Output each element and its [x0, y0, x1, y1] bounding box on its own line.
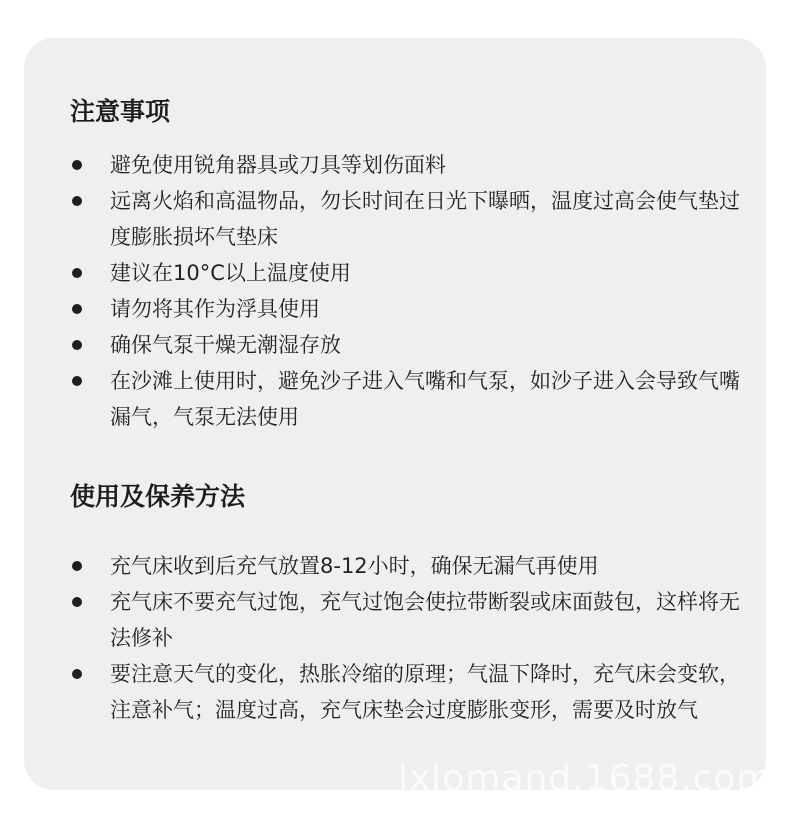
- bullet-icon: [72, 597, 82, 607]
- bullet-icon: [72, 268, 82, 278]
- list-item-text: 避免使用锐角器具或刀具等划伤面料: [110, 153, 446, 177]
- list-item: [70, 147, 750, 183]
- bullet-icon: [72, 669, 82, 679]
- watermark: lxlomand.1688.com: [398, 758, 773, 799]
- usage-care-section: [70, 482, 750, 728]
- bullet-icon: [72, 376, 82, 386]
- list-item-text: 建议在10°C以上温度使用: [110, 261, 351, 285]
- bullet-icon: [72, 561, 82, 571]
- list-item-text: 远离火焰和高温物品，勿长时间在日光下曝晒，温度过高会使气垫过度膨胀损坏气垫床: [110, 189, 740, 249]
- list-item: [70, 656, 750, 728]
- list-item: [70, 584, 750, 656]
- list-item-text: 充气床不要充气过饱，充气过饱会使拉带断裂或床面鼓包，这样将无法修补: [110, 590, 740, 650]
- list-item-text: 请勿将其作为浮具使用: [110, 297, 320, 321]
- usage-care-title: 使用及保养方法: [70, 482, 246, 511]
- bullet-icon: [72, 196, 82, 206]
- list-item: [70, 363, 750, 435]
- list-item: [70, 183, 750, 255]
- precautions-section: [70, 97, 750, 435]
- usage-care-list: [70, 548, 750, 728]
- list-item: [70, 548, 750, 584]
- list-item-text: 要注意天气的变化，热胀冷缩的原理；气温下降时，充气床会变软，注意补气；温度过高，充气床垫会过度膨胀变形，需要及时放气: [110, 662, 740, 722]
- list-item: [70, 291, 750, 327]
- list-item-text: 充气床收到后充气放置8-12小时，确保无漏气再使用: [110, 554, 599, 578]
- bullet-icon: [72, 304, 82, 314]
- list-item: [70, 255, 750, 291]
- bullet-icon: [72, 160, 82, 170]
- list-item-text: 在沙滩上使用时，避免沙子进入气嘴和气泵，如沙子进入会导致气嘴漏气，气泵无法使用: [110, 369, 740, 429]
- bullet-icon: [72, 340, 82, 350]
- list-item: [70, 327, 750, 363]
- precautions-title: 注意事项: [70, 97, 171, 126]
- precautions-list: [70, 147, 750, 435]
- list-item-text: 确保气泵干燥无潮湿存放: [110, 333, 341, 357]
